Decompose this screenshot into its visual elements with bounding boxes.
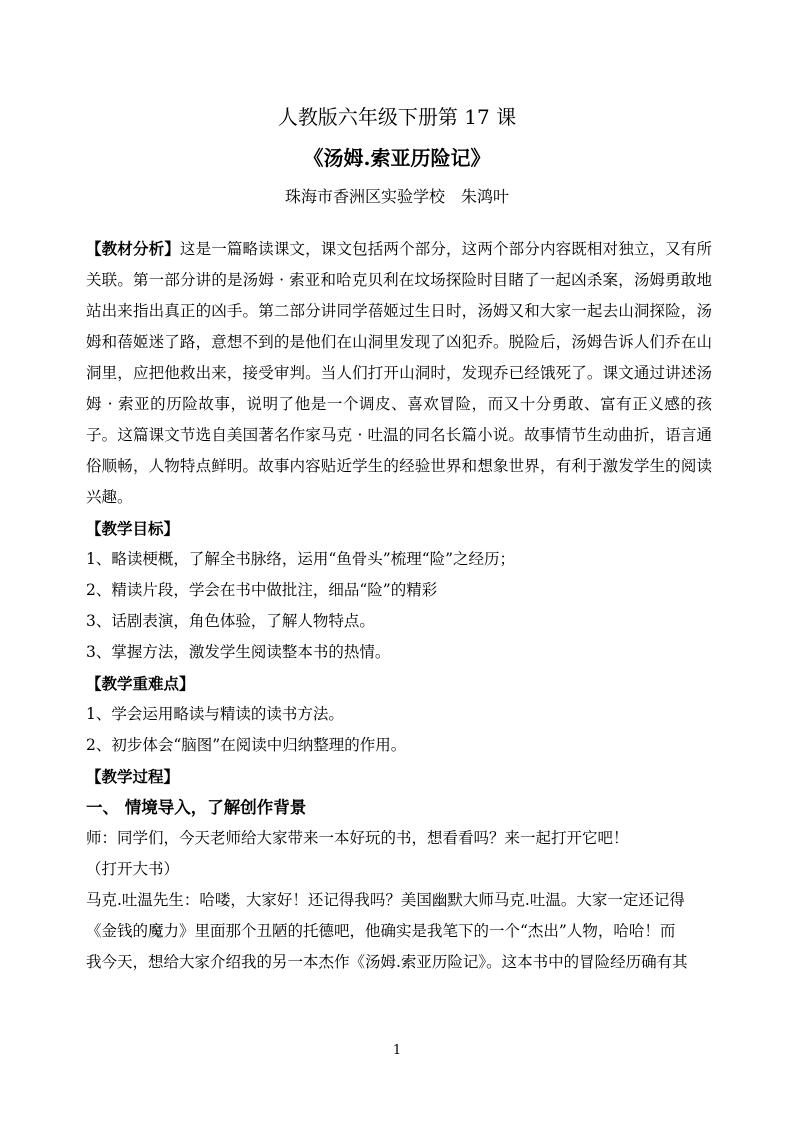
process-label: 【教学过程】 xyxy=(86,767,180,786)
analysis-label: 【教材分析】 xyxy=(86,239,180,258)
teacher-line: 师：同学们，今天老师给大家带来一本好玩的书，想看看吗？来一起打开它吧！ xyxy=(86,829,629,847)
goals-label: 【教学目标】 xyxy=(86,519,180,538)
key-point-item: 2、初步体会“脑图”在阅读中归纳整理的作用。 xyxy=(86,736,407,754)
page-number: 1 xyxy=(392,1043,402,1058)
goal-item: 1、略读梗概，了解全书脉络，运用“鱼骨头”梳理“险”之经历； xyxy=(86,550,516,568)
analysis-paragraph xyxy=(86,233,712,513)
section-one-heading: 一、 情境导入，了解创作背景 xyxy=(86,798,307,817)
goal-item: 2、精读片段，学会在书中做批注，细品“险”的精彩 xyxy=(86,581,438,599)
stage-direction: （打开大书） xyxy=(86,860,180,878)
document-body xyxy=(86,233,712,978)
lesson-title: 《汤姆.索亚历险记》 xyxy=(303,146,491,170)
key-point-item: 1、学会运用略读与精读的读书方法。 xyxy=(86,705,344,723)
mark-twain-line: 马克.吐温先生：哈喽，大家好！还记得我吗？美国幽默大师马克.吐温。大家一定还记得 xyxy=(86,891,685,909)
lesson-header-title: 人教版六年级下册第 17 课 xyxy=(277,105,517,129)
author-line: 珠海市香洲区实验学校 朱鸿叶 xyxy=(284,187,509,206)
mark-twain-line: 《金钱的魔力》里面那个丑陋的托德吧，他确实是我笔下的一个“杰出”人物，哈哈！而 xyxy=(86,922,676,940)
goal-item: 3、掌握方法，激发学生阅读整本书的热情。 xyxy=(86,643,391,661)
key-points-label: 【教学重难点】 xyxy=(86,674,195,693)
mark-twain-line: 我今天，想给大家介绍我的另一本杰作《汤姆.索亚历险记》。这本书中的冒险经历确有其 xyxy=(86,953,688,971)
analysis-text: 这是一篇略读课文，课文包括两个部分，这两个部分内容既相对独立，又有所关联。第一部分讲的是汤姆 · 索亚和哈克贝利在坟场探险时目睹了一起凶杀案，汤姆勇敢地站出来指出真正的凶手。第二部分讲同学蓓姬过生日时，汤姆又和大家一起去山洞探险，汤姆和蓓姬迷了路，意想不到的是他们在山洞里发现了凶犯乔。脱险后，汤姆告诉人们乔在山洞里，应把他救出来，接受审判。当人们打开山洞时，发现乔已经饿死了。课文通过讲述汤姆 · 索亚的历险故事，说明了他是一个调皮、喜欢冒险，而又十分勇敢、富有正义感的孩子。这篇课文节选自美国著名作家马克 · 吐温的同名长篇小说。故事情节生动曲折，语言通俗顺畅，人物特点鲜明。故事内容贴近学生的经验世界和想象世界，有利于激发学生的阅读兴趣。 xyxy=(86,240,712,506)
goal-item: 3、话剧表演，角色体验，了解人物特点。 xyxy=(86,612,375,630)
